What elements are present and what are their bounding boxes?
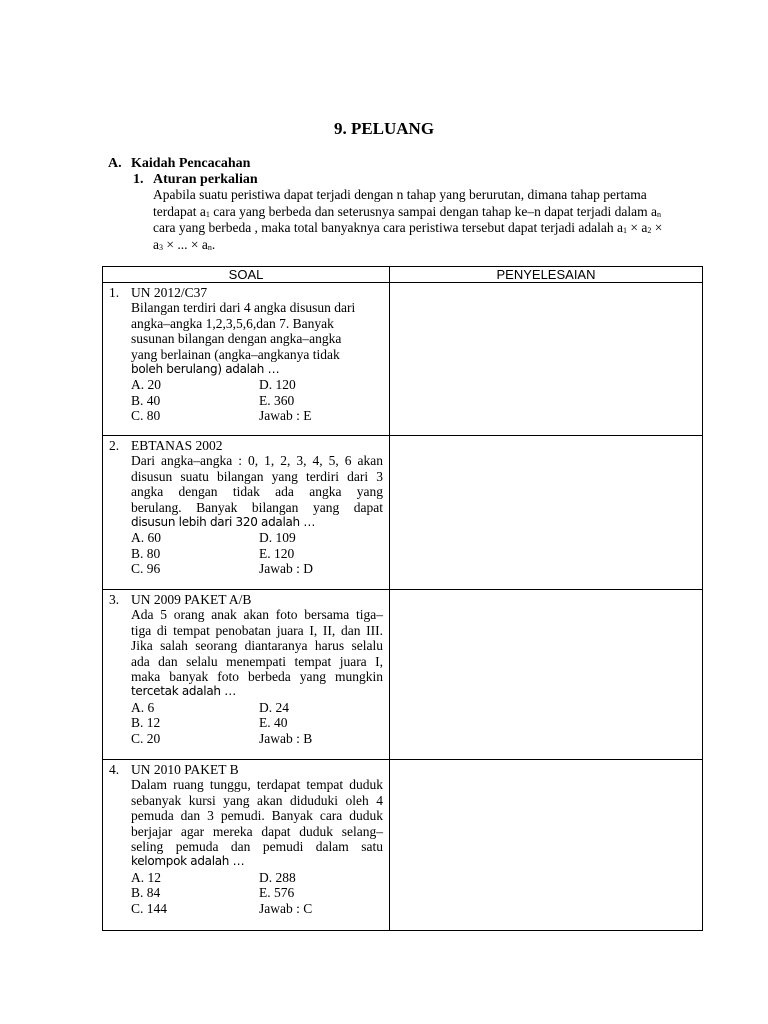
- table-row: [103, 283, 703, 436]
- question-source: UN 2010 PAKET B: [131, 762, 239, 777]
- soal-cell: [103, 760, 390, 931]
- intro-line: terdapat $a_1$ cara yang berbeda dan seterusnya sampai dengan tahap ke–n dapat terjadi dalam $a_n$: [153, 203, 662, 219]
- question-table: [102, 266, 703, 931]
- option: A. 6: [131, 699, 155, 715]
- option: C. 80: [131, 408, 161, 424]
- question-text: Bilangan terdiri dari 4 angka disusun dari angka–angka 1,2,3,5,6,dan 7. Banyak susunan bilangan dengan angka–angka yang berlainan (angka–angkanya tidak boleh berulang) adalah …: [131, 300, 356, 377]
- option: D. 120: [259, 377, 296, 393]
- option: E. 360: [259, 392, 295, 408]
- header-soal: SOAL: [103, 267, 390, 283]
- option: B. 84: [131, 885, 161, 901]
- page-title: 9. PELUANG: [333, 119, 435, 138]
- subsection-number: 1.: [133, 172, 144, 187]
- question-number: 4.: [109, 762, 120, 777]
- answer-options: [131, 530, 383, 576]
- question-number: 3.: [109, 592, 120, 607]
- option: E. 120: [259, 545, 295, 561]
- option: C. 20: [131, 730, 161, 746]
- intro-line: $a_3$ × ... × $a_n$.: [153, 236, 216, 252]
- option: D. 109: [259, 530, 296, 546]
- question-source: UN 2009 PAKET A/B: [131, 592, 252, 607]
- question-number: 1.: [109, 285, 120, 300]
- table-row: [103, 590, 703, 760]
- intro-line: Apabila suatu peristiwa dapat terjadi dengan n tahap yang berurutan, dimana tahap pertama: [153, 187, 647, 202]
- soal-cell: [103, 436, 390, 590]
- option: E. 576: [259, 885, 295, 901]
- option: C. 96: [131, 561, 161, 577]
- question-text: Dalam ruang tunggu, terdapat tempat duduk sebanyak kursi yang akan diduduki oleh 4 pemuda dan 3 pemudi. Banyak cara duduk berjajar agar mereka dapat duduk selang– seling pemuda dan pemudi dalam satu kelompok adalah …: [131, 777, 383, 869]
- header-penyelesaian: PENYELESAIAN: [390, 267, 703, 283]
- answer-options: [131, 377, 383, 423]
- answer-key: Jawab : D: [259, 561, 313, 577]
- question-number: 2.: [109, 438, 120, 453]
- table-header-row: [103, 267, 703, 283]
- option: D. 24: [259, 699, 289, 715]
- option: E. 40: [259, 715, 288, 731]
- option: C. 144: [131, 900, 168, 916]
- answer-options: [131, 870, 383, 916]
- soal-cell: [103, 283, 390, 436]
- option: B. 12: [131, 715, 161, 731]
- subsection-label: Aturan perkalian: [153, 172, 258, 187]
- answer-key: Jawab : C: [259, 900, 313, 916]
- option: D. 288: [259, 869, 296, 885]
- question-text: Dari angka–angka : 0, 1, 2, 3, 4, 5, 6 akan disusun suatu bilangan yang terdiri dari 3 angka dengan tidak ada angka yang berulang. Banyak bilangan yang dapat disusun lebih dari 320 adalah …: [131, 453, 383, 530]
- answer-key: Jawab : E: [259, 408, 312, 424]
- question-source: UN 2012/C37: [131, 285, 208, 300]
- soal-cell: [103, 590, 390, 760]
- subsection-heading: [133, 172, 258, 188]
- option: B. 80: [131, 545, 161, 561]
- penyelesaian-cell: [390, 760, 703, 931]
- section-heading: [108, 156, 250, 172]
- intro-line: cara yang berbeda , maka total banyaknya cara peristiwa tersebut dapat terjadi adalah $a_1 \times a_2$ ×: [153, 220, 663, 235]
- question-source: EBTANAS 2002: [131, 438, 223, 453]
- penyelesaian-cell: [390, 283, 703, 436]
- table-row: [103, 760, 703, 931]
- option: B. 40: [131, 392, 161, 408]
- penyelesaian-cell: [390, 436, 703, 590]
- answer-key: Jawab : B: [259, 730, 313, 746]
- option: A. 20: [131, 377, 161, 393]
- penyelesaian-cell: [390, 590, 703, 760]
- question-text: Ada 5 orang anak akan foto bersama tiga– tiga di tempat penobatan juara I, II, dan III. Jika salah seorang diantaranya harus selalu ada dan selalu menempati tempat juara I, maka banyak foto berbeda yang mungkin tercetak adalah …: [131, 607, 383, 699]
- intro-paragraph: [153, 187, 698, 253]
- section-label: Kaidah Pencacahan: [131, 156, 251, 171]
- section-number: A.: [108, 156, 122, 171]
- option: A. 12: [131, 869, 161, 885]
- table-row: [103, 436, 703, 590]
- answer-options: [131, 700, 383, 746]
- option: A. 60: [131, 530, 161, 546]
